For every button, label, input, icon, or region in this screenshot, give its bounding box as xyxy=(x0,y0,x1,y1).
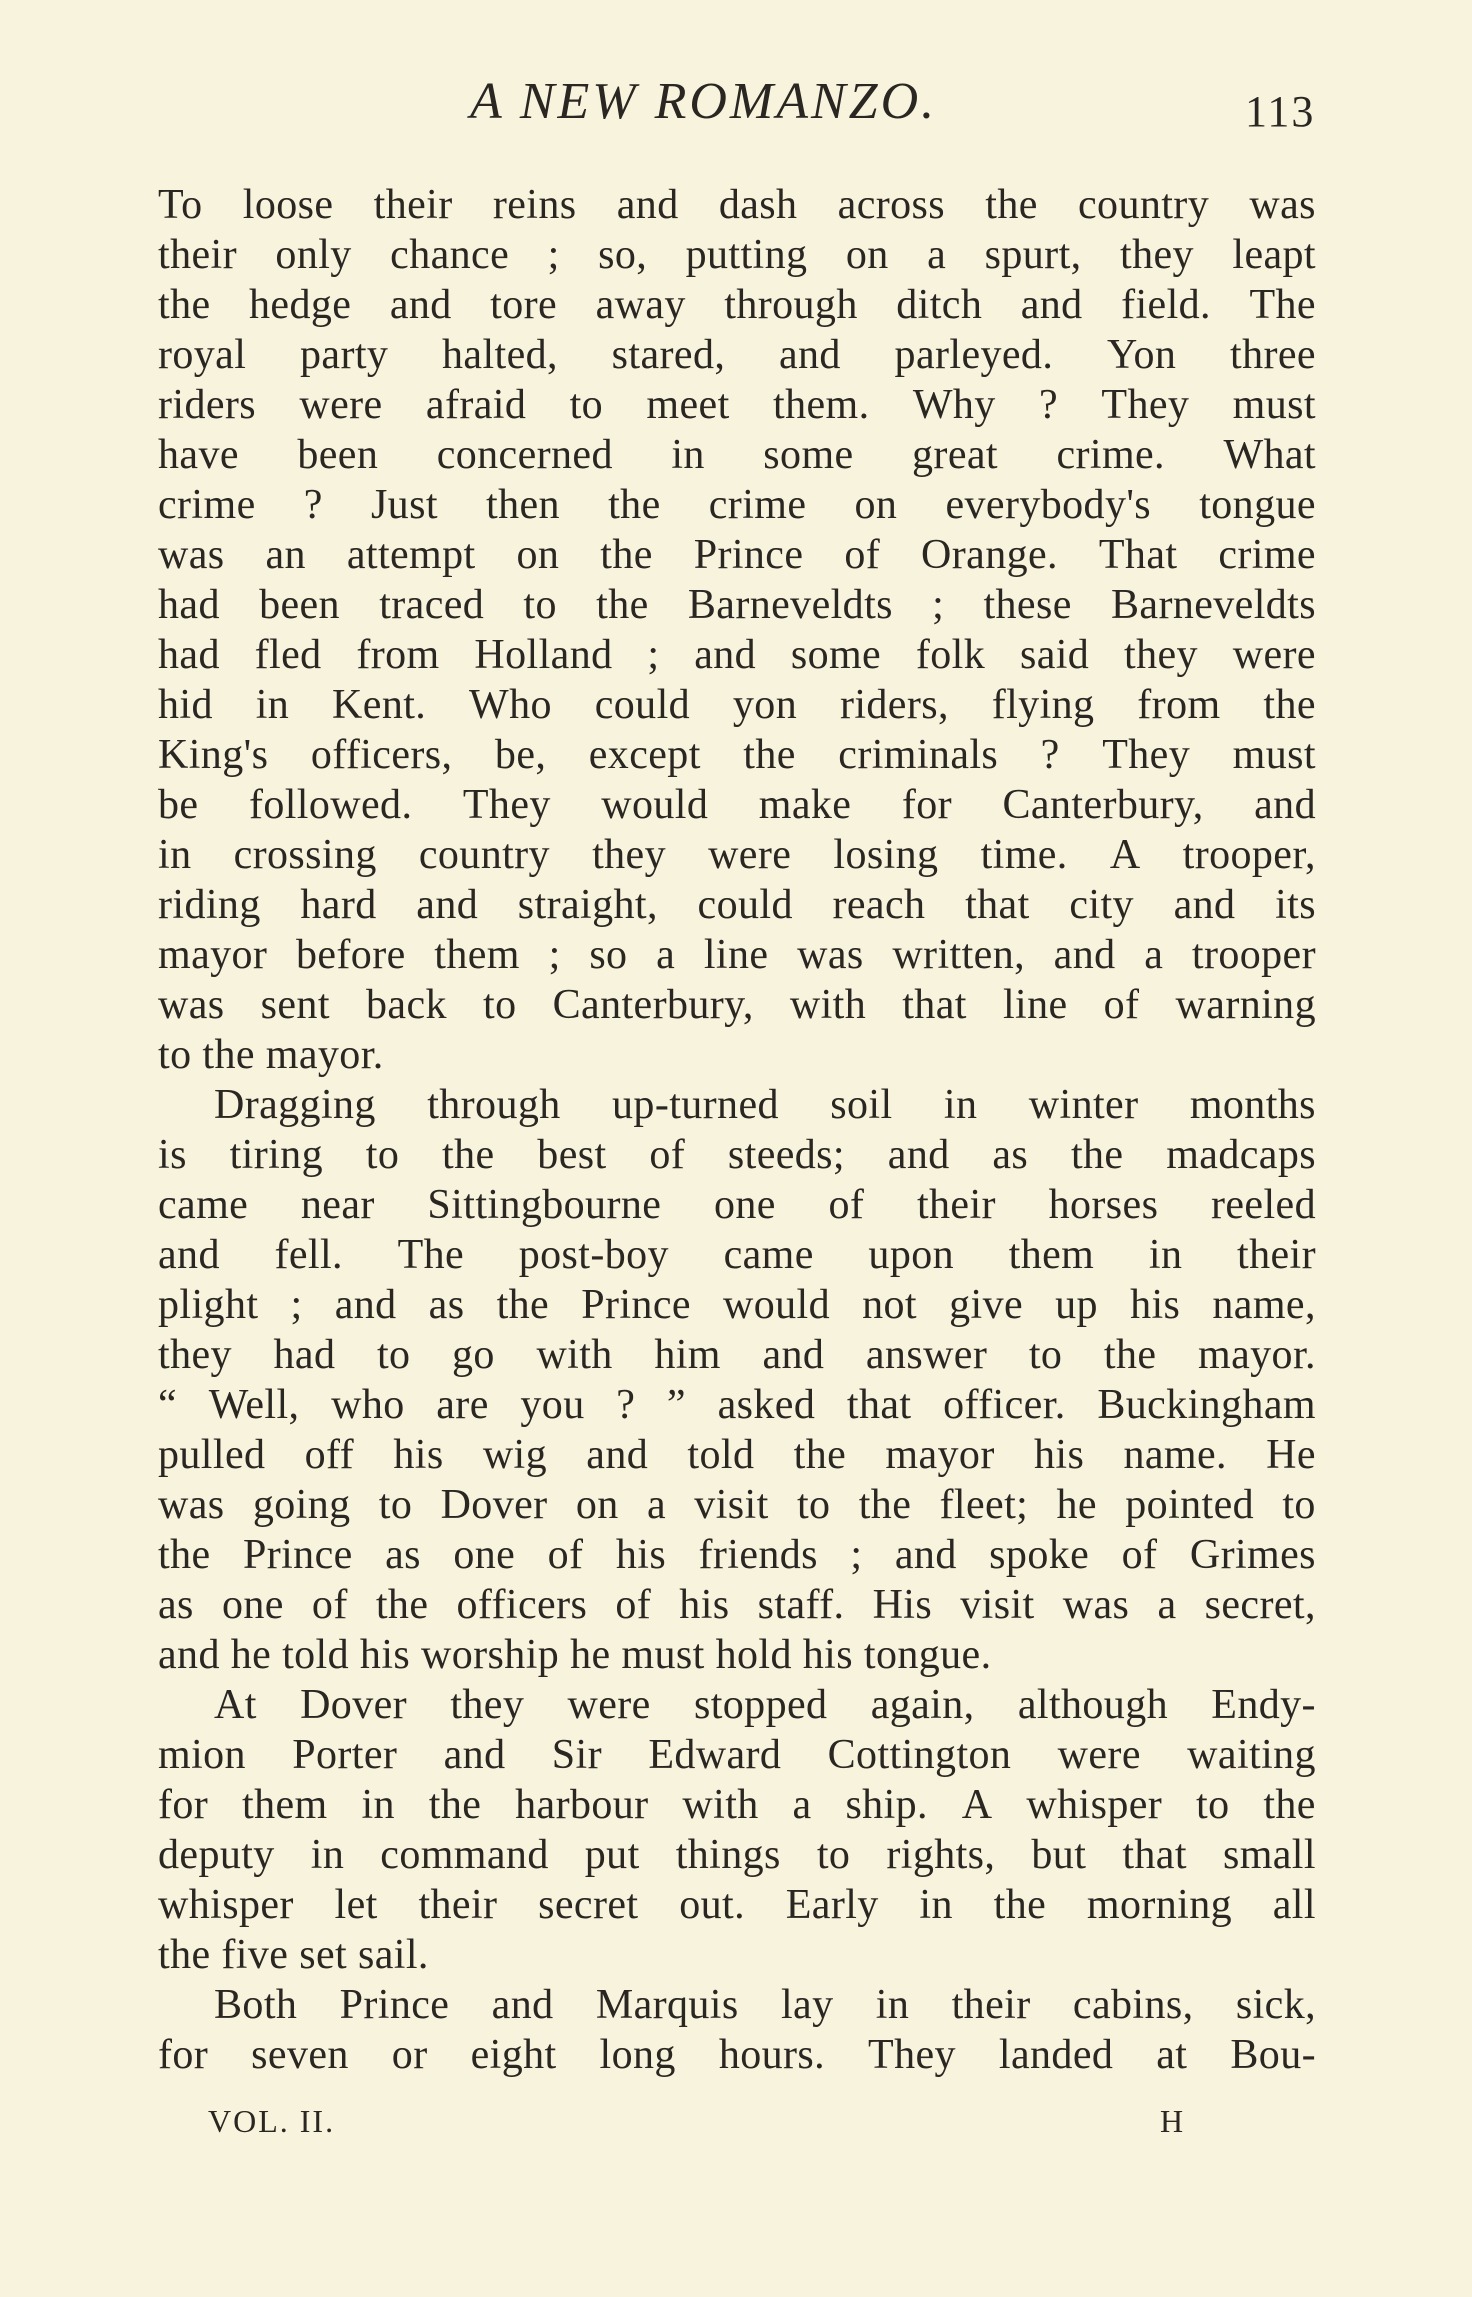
text-line: Dragging through up-turned soil in winter months xyxy=(214,1082,1316,1128)
signature-mark: H xyxy=(1160,2103,1186,2139)
text-line: in crossing country they were losing time. A trooper, xyxy=(158,832,1316,878)
text-line: hid in Kent. Who could yon riders, flying from the xyxy=(158,682,1316,728)
text-line: At Dover they were stopped again, although Endy- xyxy=(214,1682,1316,1728)
page-footer xyxy=(0,2096,1472,2146)
text-line: King's officers, be, except the criminals ? They must xyxy=(158,732,1316,778)
text-line: had been traced to the Barneveldts ; these Barneveldts xyxy=(158,582,1316,628)
text-line: was going to Dover on a visit to the fleet; he pointed to xyxy=(158,1482,1316,1528)
text-line: have been concerned in some great crime. What xyxy=(158,432,1316,478)
page-number: 113 xyxy=(1245,87,1316,136)
text-line: was sent back to Canterbury, with that line of warning xyxy=(158,982,1316,1028)
text-line: as one of the officers of his staff. His visit was a secret, xyxy=(158,1582,1316,1628)
text-line: pulled off his wig and told the mayor his name. He xyxy=(158,1432,1316,1478)
text-line: riding hard and straight, could reach that city and its xyxy=(158,882,1316,928)
text-line: they had to go with him and answer to the mayor. xyxy=(158,1332,1316,1378)
body-text xyxy=(158,180,1316,2080)
text-line: To loose their reins and dash across the country was xyxy=(158,182,1316,228)
text-line: was an attempt on the Prince of Orange. That crime xyxy=(158,532,1316,578)
text-line: had fled from Holland ; and some folk said they were xyxy=(158,632,1316,678)
text-line: whisper let their secret out. Early in the morning all xyxy=(158,1882,1316,1928)
text-line: mion Porter and Sir Edward Cottington were waiting xyxy=(158,1732,1316,1778)
text-line: is tiring to the best of steeds; and as the madcaps xyxy=(158,1132,1316,1178)
text-line: came near Sittingbourne one of their horses reeled xyxy=(158,1182,1316,1228)
text-line: deputy in command put things to rights, but that small xyxy=(158,1832,1316,1878)
text-line: riders were afraid to meet them. Why ? They must xyxy=(158,382,1316,428)
text-line: royal party halted, stared, and parleyed. Yon three xyxy=(158,332,1316,378)
text-line: mayor before them ; so a line was written, and a trooper xyxy=(158,932,1316,978)
running-title: A NEW ROMANZO. xyxy=(470,73,938,130)
text-line: for them in the harbour with a ship. A whisper to the xyxy=(158,1782,1316,1828)
text-line: the five set sail. xyxy=(158,1932,429,1978)
text-line: Both Prince and Marquis lay in their cabins, sick, xyxy=(214,1982,1316,2028)
text-line: to the mayor. xyxy=(158,1032,384,1078)
volume-label: VOL. II. xyxy=(208,2103,336,2139)
text-line: and he told his worship he must hold his tongue. xyxy=(158,1632,992,1678)
text-line: and fell. The post-boy came upon them in their xyxy=(158,1232,1316,1278)
text-line: “ Well, who are you ? ” asked that officer. Buckingham xyxy=(158,1382,1316,1428)
text-line: plight ; and as the Prince would not give up his name, xyxy=(158,1282,1316,1328)
text-line: their only chance ; so, putting on a spurt, they leapt xyxy=(158,232,1316,278)
running-head xyxy=(0,70,1472,140)
text-line: the hedge and tore away through ditch and field. The xyxy=(158,282,1316,328)
text-line: be followed. They would make for Canterbury, and xyxy=(158,782,1316,828)
text-line: the Prince as one of his friends ; and spoke of Grimes xyxy=(158,1532,1316,1578)
text-line: crime ? Just then the crime on everybody's tongue xyxy=(158,482,1316,528)
text-line: for seven or eight long hours. They landed at Bou- xyxy=(158,2032,1316,2078)
